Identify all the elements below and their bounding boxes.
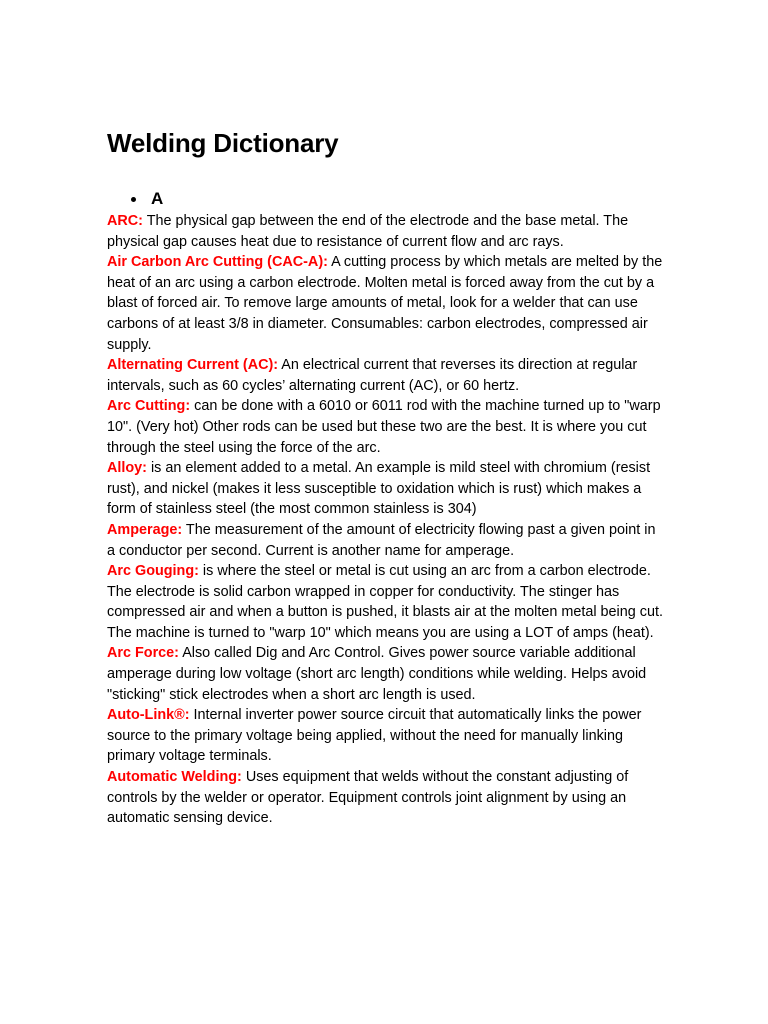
entry-definition: is an element added to a metal. An example is mild steel with chromium (resist rust), and nickel (makes it less susceptible to oxidation which is rust) which makes a form of stainless steel (the most common stainless is 304)	[107, 460, 651, 518]
section-letter: A	[151, 189, 164, 208]
entry-auto-link	[107, 705, 667, 767]
entry-term: Automatic Welding:	[107, 769, 242, 786]
entry-term: Arc Gouging:	[107, 563, 199, 580]
entry-arc-force	[107, 643, 667, 705]
entry-arc-cutting	[107, 396, 667, 458]
entry-definition: An electrical current that reverses its direction at regular intervals, such as 60 cycles’ alternating current (AC), or 60 hertz.	[107, 357, 638, 394]
entry-term: Air Carbon Arc Cutting (CAC-A):	[107, 254, 328, 271]
entry-term: Amperage:	[107, 521, 183, 538]
entry-definition: The measurement of the amount of electricity flowing past a given point in a conductor per second. Current is another name for amperage.	[107, 521, 656, 559]
entry-term: Arc Cutting:	[107, 398, 191, 415]
section-list	[107, 187, 667, 829]
bullet-icon	[131, 197, 136, 202]
entry-term: Arc Force:	[107, 645, 179, 662]
entry-definition: The physical gap between the end of the electrode and the base metal. The physical gap causes heat due to resistance of current flow and arc rays.	[107, 213, 629, 250]
entry-term: Auto-Link®:	[107, 707, 190, 724]
entry-term: Alternating Current (AC):	[107, 357, 279, 374]
entry-term: Alloy:	[107, 460, 147, 477]
document-page	[107, 124, 667, 829]
entry-automatic-welding	[107, 767, 667, 829]
entry-alternating-current	[107, 355, 667, 396]
entry-list	[107, 211, 667, 829]
entry-air-carbon-arc-cutting	[107, 252, 667, 355]
entry-definition: can be done with a 6010 or 6011 rod with the machine turned up to "warp 10". (Very hot) Other rods can be used but these two are the best. It is where you cut through the steel using the force of the arc.	[107, 398, 661, 456]
entry-arc	[107, 211, 667, 252]
entry-alloy	[107, 458, 667, 520]
entry-definition: Uses equipment that welds without the constant adjusting of controls by the welder or operator. Equipment controls joint alignment by using an automatic sensing device.	[107, 769, 629, 827]
entry-definition: is where the steel or metal is cut using an arc from a carbon electrode. The electrode is solid carbon wrapped in copper for conductivity. The stinger has compressed air and when a button is pushed, it blasts air at the molten metal being cut. The machine is turned to "warp 10" which means you are using a LOT of amps (heat).	[107, 563, 663, 641]
entry-definition: Also called Dig and Arc Control. Gives power source variable additional amperage during low voltage (short arc length) conditions while welding. Helps avoid "sticking" stick electrodes when a short arc length is used.	[107, 645, 647, 703]
entry-definition: A cutting process by which metals are melted by the heat of an arc using a carbon electrode. Molten metal is forced away from the cut by a blast of forced air. To remove large amounts of metal, look for a welder that can use carbons of at least 3/8 in diameter. Consumables: carbon electrodes, compressed air supply.	[107, 254, 663, 353]
entry-term: ARC:	[107, 213, 143, 229]
section-header-a	[107, 187, 667, 211]
page-title: Welding Dictionary	[107, 128, 339, 158]
entry-arc-gouging	[107, 561, 667, 643]
entry-amperage	[107, 520, 667, 561]
entry-definition: Internal inverter power source circuit that automatically links the power source to the primary voltage being applied, without the need for manually linking primary voltage terminals.	[107, 707, 642, 765]
